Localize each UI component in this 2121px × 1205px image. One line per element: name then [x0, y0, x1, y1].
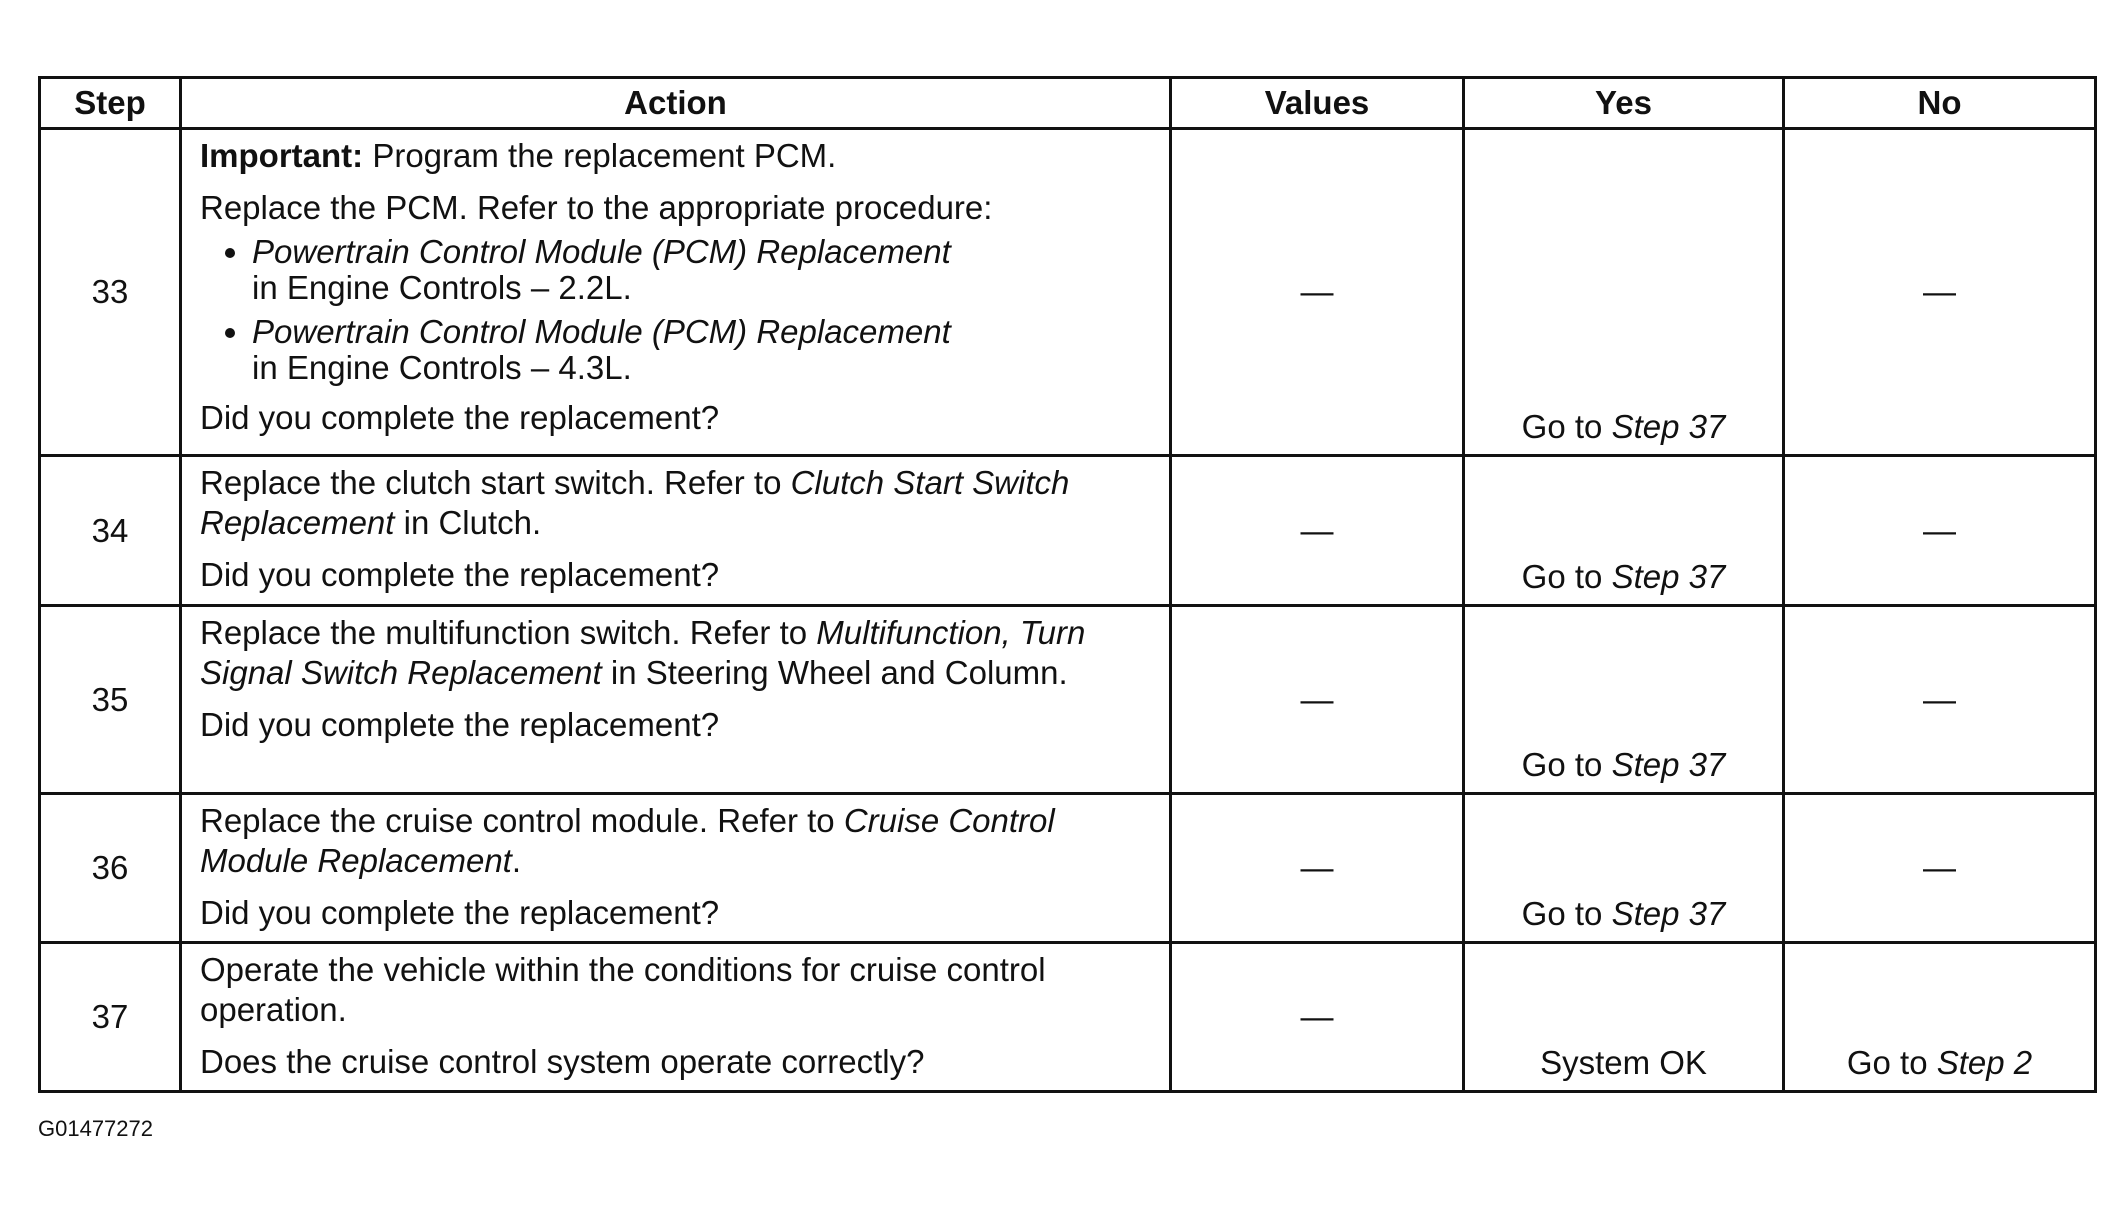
action-cell: [181, 606, 1171, 794]
procedure-location: in Engine Controls – 4.3L.: [252, 349, 632, 386]
action-cell: [181, 794, 1171, 943]
action-question: Does the cruise control system operate correctly?: [200, 1043, 925, 1080]
table-row-step-36: [40, 794, 2096, 943]
step-number: 36: [40, 794, 181, 943]
figure-id: G01477272: [38, 1116, 153, 1141]
values-cell: —: [1171, 456, 1464, 606]
no-cell: —: [1784, 794, 2096, 943]
step-number: 35: [40, 606, 181, 794]
no-prefix: Go to: [1846, 1044, 1937, 1081]
action-text: [200, 613, 1153, 693]
yes-cell: [1464, 794, 1784, 943]
header-values: Values: [1171, 78, 1464, 129]
step-number: 37: [40, 943, 181, 1092]
table-row-step-33: [40, 129, 2096, 456]
action-cell: [181, 943, 1171, 1092]
values-cell: —: [1171, 129, 1464, 456]
important-note: [200, 136, 1153, 176]
procedure-item: [252, 234, 1153, 306]
important-text: Program the replacement PCM.: [363, 137, 837, 174]
no-step-ref: Step 2: [1936, 1044, 2033, 1081]
yes-cell: [1464, 456, 1784, 606]
procedure-ref: Powertrain Control Module (PCM) Replacement: [252, 313, 951, 350]
diagnostic-table: [38, 76, 2097, 1093]
procedure-list: [200, 234, 1153, 386]
header-action: Action: [181, 78, 1171, 129]
procedure-ref: Powertrain Control Module (PCM) Replacement: [252, 233, 951, 270]
action-ref: Cruise Control Module Replacement: [200, 802, 1055, 879]
action-cell: [181, 129, 1171, 456]
action-intro: Replace the PCM. Refer to the appropriate procedure:: [200, 189, 993, 226]
yes-cell: [1464, 129, 1784, 456]
action-text: Operate the vehicle within the conditions for cruise control operation.: [200, 951, 1046, 1028]
yes-prefix: Go to: [1521, 746, 1612, 783]
header-row: [40, 78, 2096, 129]
action-ref: Multifunction, Turn Signal Switch Replacement: [200, 614, 1086, 691]
action-text-lead: Replace the clutch start switch. Refer to: [200, 464, 791, 501]
action-text: [200, 801, 1153, 881]
values-cell: —: [1171, 606, 1464, 794]
action-cell: [181, 456, 1171, 606]
no-cell: —: [1784, 606, 2096, 794]
table-row-step-34: [40, 456, 2096, 606]
yes-step-ref: Step 37: [1611, 895, 1726, 932]
yes-prefix: Go to: [1521, 408, 1612, 445]
yes-cell: [1464, 606, 1784, 794]
action-question: Did you complete the replacement?: [200, 399, 720, 436]
values-cell: —: [1171, 943, 1464, 1092]
action-text-lead: Replace the cruise control module. Refer to: [200, 802, 844, 839]
action-text-lead: Replace the multifunction switch. Refer to: [200, 614, 817, 651]
step-number: 33: [40, 129, 181, 456]
action-text-tail: in Steering Wheel and Column.: [601, 654, 1068, 691]
header-no: No: [1784, 78, 2096, 129]
important-label: Important:: [200, 137, 364, 174]
procedure-location: in Engine Controls – 2.2L.: [252, 269, 632, 306]
action-text: [200, 463, 1153, 543]
yes-step-ref: Step 37: [1611, 408, 1726, 445]
yes-prefix: Go to: [1521, 558, 1612, 595]
table-row-step-37: [40, 943, 2096, 1092]
action-question: Did you complete the replacement?: [200, 556, 720, 593]
procedure-item: [252, 314, 1153, 386]
yes-step-ref: Step 37: [1611, 558, 1726, 595]
no-cell: [1784, 943, 2096, 1092]
action-text-tail: .: [511, 842, 522, 879]
table-row-step-35: [40, 606, 2096, 794]
header-yes: Yes: [1464, 78, 1784, 129]
values-cell: —: [1171, 794, 1464, 943]
action-question: Did you complete the replacement?: [200, 894, 720, 931]
action-question: Did you complete the replacement?: [200, 706, 720, 743]
yes-prefix: Go to: [1521, 895, 1612, 932]
step-number: 34: [40, 456, 181, 606]
action-text-tail: in Clutch.: [394, 504, 542, 541]
yes-step-ref: Step 37: [1611, 746, 1726, 783]
no-cell: —: [1784, 129, 2096, 456]
action-ref: Clutch Start Switch Replacement: [200, 464, 1070, 541]
yes-cell: System OK: [1464, 943, 1784, 1092]
header-step: Step: [40, 78, 181, 129]
no-cell: —: [1784, 456, 2096, 606]
